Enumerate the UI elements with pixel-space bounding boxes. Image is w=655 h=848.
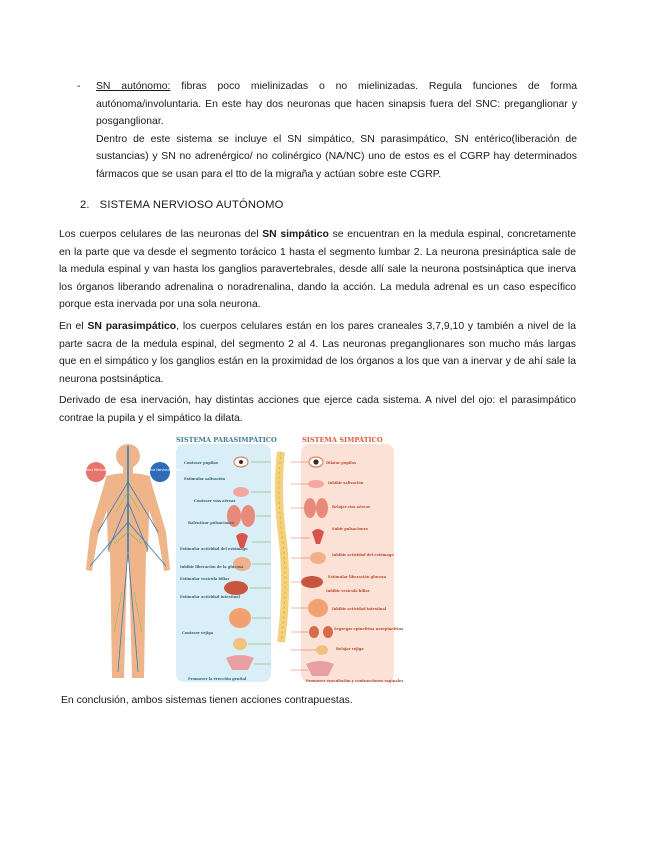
cns-badge-label: SNC Sistema Nervioso Central (72, 468, 120, 472)
simp-label-10: Relajar vejiga (336, 647, 364, 651)
cns-badge (86, 462, 106, 482)
para-label-6: Inhibir liberación de la glucosa (180, 565, 244, 569)
simp-label-2: Inhibir salivación (328, 481, 364, 485)
simp-label-3: Relajar vías aéreas (332, 505, 370, 509)
para-label-8: Estimular actividad intestinal (180, 595, 240, 599)
bullet-line-1: fibras poco mielinizadas o no mielinizadas. Regula funciones de forma autónoma/involuntaria. En este hay dos neuronas que hacen sinapsis fuera del SNC: preganglionar y posganglionar. (96, 81, 577, 128)
sympathetic-title: SISTEMA SIMPÁTICO (302, 436, 383, 444)
pns-badge-label: SNP Sistema Nervioso Periférico (135, 468, 185, 472)
paragraph-sn-simpatico (59, 226, 576, 314)
simp-label-5: Inhibir actividad del estómago (332, 553, 394, 557)
para-label-2: Estimular salivación (184, 477, 226, 481)
para1-bold: SN simpático (262, 229, 329, 240)
bullet-dash: - (77, 81, 81, 92)
bullet-paragraph-2: Dentro de este sistema se incluye el SN simpático, SN parasimpático, SN entérico(liberación de sustancias) y SN no adrenérgico/ no colinérgico (NA/NC) uno de estos es el CGRP hay determinados fármacos que se usan para el tto de la migraña y actúan sobre este CGRP. (96, 133, 577, 180)
para-label-9: Contraer vejiga (182, 631, 214, 635)
bullet-term: SN autónomo: (96, 81, 171, 92)
autonomic-system-illustration (72, 432, 404, 684)
para1-post: se encuentran en la medula espinal, concretamente en la parte que va desde el segmento torácico 1 hasta el segmento lumbar 2. La neurona presináptica sale de la medula espinal y van hasta los ganglios paravertebrales, desde allí sale la neurona postsináptica que inerva los órganos liberando adrenalina o noradrenalina, dando la acción. La medula adrenal es un caso específico porque esta inervada por una sola neurona. (59, 229, 577, 311)
para-label-3: Contraer vías aéreas (194, 499, 236, 503)
para2-post: , los cuerpos celulares están en los pares craneales 3,7,9,10 y también a nivel de la parte sacra de la medula espinal, del segmento 2 al 4. Las neuronas preganglionares son mucho más largas que en el simpático y los ganglios están en la proximidad de los órganos a los que van a inervar y de ahí sale la neurona postsináptica. (59, 321, 576, 385)
para-label-4: Ralentizar pulsaciones (188, 521, 234, 525)
section-heading (80, 199, 284, 211)
bullet-body (96, 78, 577, 184)
para1-pre: Los cuerpos celulares de las neuronas del (59, 229, 263, 240)
paragraph-sn-parasimpatico (59, 318, 576, 388)
section-number: 2. (80, 199, 90, 211)
parasympathetic-title: SISTEMA PARASIMPÁTICO (176, 436, 277, 444)
section-title: SISTEMA NERVIOSO AUTÓNOMO (99, 199, 284, 211)
simp-label-9: Segregar epinefrina norepinefrina (334, 627, 404, 631)
para-label-1: Contraer pupilas (184, 461, 218, 465)
para2-bold: SN parasimpático (87, 321, 177, 332)
simp-label-4: Subir pulsaciones (332, 527, 368, 531)
simp-label-11: Promover eyaculación y contracciones vaginales (306, 679, 404, 683)
conclusion-paragraph: En conclusión, ambos sistemas tienen acciones contrapuestas. (61, 695, 353, 706)
para-label-7: Estimular vesícula biliar (180, 577, 230, 581)
paragraph-inervacion: Derivado de esa inervación, hay distintas acciones que ejerce cada sistema. A nivel del ojo: el parasimpático contrae la pupila y el simpático la dilata. (59, 395, 576, 424)
simp-label-7: Inhibir vesícula biliar (326, 589, 370, 593)
bullet-paragraph-1 (96, 78, 577, 131)
bullet-item-sn-autonomo (77, 78, 577, 184)
simp-label-1: Dilatar pupilas (326, 461, 357, 465)
simp-label-6: Estimular liberación glucosa (328, 575, 387, 579)
pns-badge (150, 462, 170, 482)
para-label-5: Estimular actividad del estómago (180, 547, 248, 551)
autonomic-system-figure (72, 432, 404, 684)
para2-pre: En el (59, 321, 88, 332)
para-label-10: Promover la erección genital (188, 677, 247, 681)
simp-label-8: Inhibir actividad intestinal (332, 607, 387, 611)
